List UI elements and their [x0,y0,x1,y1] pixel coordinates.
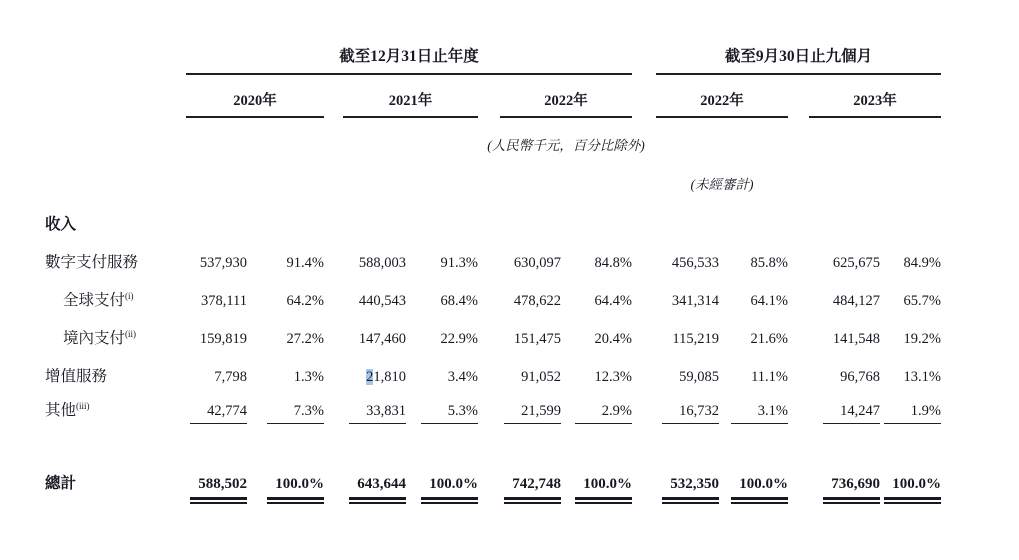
total-value-cell: 100.0% [719,476,788,508]
value-cell: 1.9% [880,403,941,426]
value-cell: 12.3% [594,369,632,385]
value-cell: 14,247 [809,403,880,426]
total-value-cell: 100.0% [880,476,941,508]
section-label-revenue: 收入 [45,216,77,233]
column-header-year-2022: 2022年 [500,89,632,118]
period-header-annual: 截至12月31日止年度 [186,44,632,75]
value-cell: 96,768 [840,369,880,385]
value-cell: 64.1% [750,293,788,309]
total-value-cell: 742,748 [500,476,561,508]
value-cell: 19.2% [903,331,941,347]
value-cell: 341,314 [671,293,719,309]
value-cell: 151,475 [513,331,561,347]
row-label-text: 其他 [45,401,77,419]
value-cell: 91.3% [440,255,478,271]
value-cell: 84.8% [594,255,632,271]
row-label-digital-payment-services [45,250,186,274]
value-cell: 22.9% [440,331,478,347]
value-cell: 141,548 [832,331,880,347]
value-cell: 456,533 [671,255,719,271]
revenue-breakdown-table [45,47,1019,508]
value-cell: 16,732 [656,403,719,426]
column-header-year-2021: 2021年 [343,89,478,118]
value-cell: 85.8% [750,255,788,271]
row-label-text: 增值服務 [45,368,108,385]
value-cell: 21.6% [750,331,788,347]
value-cell: 159,819 [199,331,247,347]
value-cell: 84.9% [903,255,941,271]
value-cell: 7.3% [247,403,324,426]
row-label-text: 全球支付 [63,292,126,309]
total-value-cell: 100.0% [247,476,324,508]
value-rest: 1,810 [373,369,406,385]
value-cell: 68.4% [440,293,478,309]
row-label-domestic-payments [45,326,186,350]
currency-unit-note: (人民幣千元，百分比除外) [487,138,645,153]
value-cell: 65.7% [903,293,941,309]
value-cell: 147,460 [358,331,406,347]
value-cell: 5.3% [406,403,478,426]
footnote-marker: (ii) [125,329,137,339]
value-cell: 27.2% [286,331,324,347]
period-header-nine-months: 截至9月30日止九個月 [656,44,941,75]
footnote-marker: (i) [125,291,134,301]
selected-digit: 2 [366,369,374,385]
value-cell: 91.4% [286,255,324,271]
value-cell: 115,219 [672,331,719,347]
row-label-others [45,398,186,427]
value-cell: 588,003 [358,255,406,271]
column-header-9m-2022: 2022年 [656,89,788,118]
value-cell: 1.3% [293,369,324,385]
total-value-cell: 643,644 [343,476,406,508]
value-cell: 378,111 [200,293,247,309]
value-cell: 20.4% [594,331,632,347]
footnote-marker: (iii) [76,400,90,411]
row-label-text: 數字支付服務 [45,254,139,271]
unaudited-note: (未經審計) [690,177,754,192]
value-cell: 11.1% [751,369,788,385]
column-header-9m-2023: 2023年 [809,89,941,118]
value-cell: 21,599 [500,403,561,426]
value-cell: 13.1% [903,369,941,385]
column-header-year-2020: 2020年 [186,89,324,118]
total-value-cell: 532,350 [656,476,719,508]
total-value-cell: 100.0% [561,476,632,508]
value-cell: 484,127 [832,293,880,309]
value-cell: 2.9% [561,403,632,426]
value-cell-with-selection [343,369,406,388]
row-label-total: 總計 [45,474,77,492]
value-cell: 42,774 [186,403,247,426]
value-cell: 33,831 [343,403,406,426]
row-label-global-payments [45,288,186,312]
value-cell: 630,097 [513,255,561,271]
value-cell: 64.4% [594,293,632,309]
value-cell: 3.4% [447,369,478,385]
value-cell: 3.1% [719,403,788,426]
total-value-cell: 100.0% [406,476,478,508]
value-cell: 625,675 [832,255,880,271]
value-cell: 91,052 [521,369,561,385]
value-cell: 7,798 [214,369,247,385]
value-cell: 440,543 [358,293,406,309]
total-value-cell: 736,690 [809,476,880,508]
value-cell: 59,085 [679,369,719,385]
value-cell: 537,930 [199,255,247,271]
value-cell: 64.2% [286,293,324,309]
value-cell: 478,622 [513,293,561,309]
row-label-value-added-services [45,364,186,388]
row-label-text: 境內支付 [63,330,126,347]
total-value-cell: 588,502 [186,476,247,508]
